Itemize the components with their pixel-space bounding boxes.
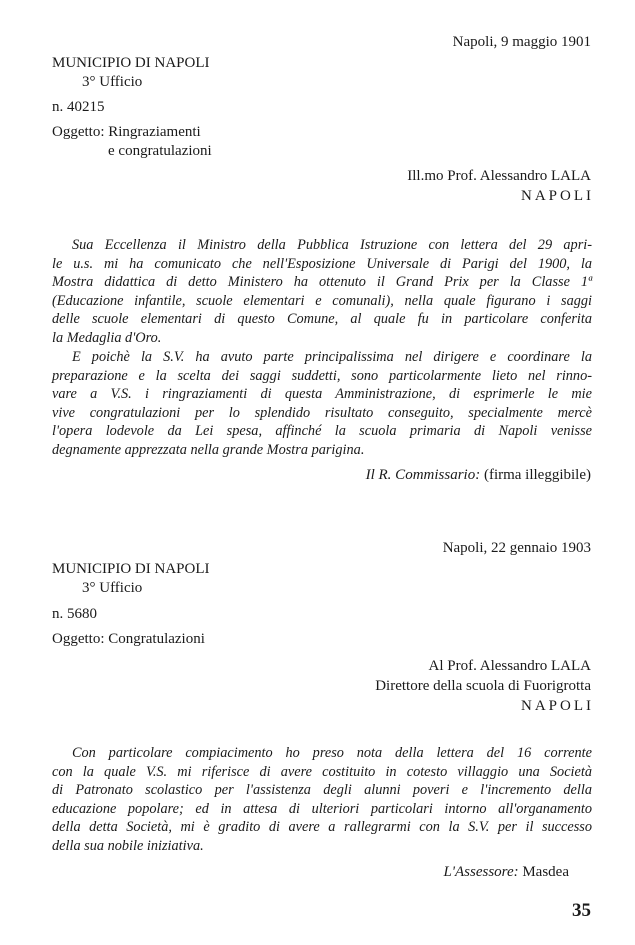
signature-name: Masdea [522,864,569,880]
letter1-recipient: Ill.mo Prof. Alessandro LALA [407,168,591,184]
letter1-number: n. 40215 [52,99,105,115]
text-line: delle scuole elementari di questo Comune, al quale fu in particolare conferita [52,311,592,328]
signature-title: L'Assessore: [443,864,519,880]
letter1-signature [366,466,591,484]
letter1-recipient-city: NAPOLI [521,188,594,204]
letter2-recipient-line2: Direttore della scuola di Fuorigrotta [375,678,591,694]
letter1-issuer: MUNICIPIO DI NAPOLI [52,55,210,71]
page-number: 35 [572,900,591,921]
text-line: Mostra didattica di detto Ministero ha ottenuto il Grand Prix per la Classe 1ª [52,274,592,291]
letter2-date: Napoli, 22 gennaio 1903 [442,540,591,556]
text-line: degnamente apprezzata nella grande Mostra parigina. [52,441,365,458]
subject-line1: Congratulazioni [108,631,205,647]
letter2-recipient: Al Prof. Alessandro LALA [428,658,591,674]
letter2-paragraph1 [52,744,592,856]
letter2-subject [52,630,205,648]
letter1-subject [52,123,201,141]
letter1-office: 3° Ufficio [82,74,143,90]
text-line: Con particolare compiacimento ho preso nota della lettera del 16 corrente [72,745,592,761]
signature-title: Il R. Commissario: [365,467,481,483]
letter2-recipient-city: NAPOLI [521,698,594,714]
letter1-paragraph2 [52,348,592,460]
letter2-office: 3° Ufficio [82,580,143,596]
text-line: della sua nobile iniziativa. [52,837,204,854]
text-line: di Patronato scolastico per l'assistenza degli alunni poveri e l'incremento della [52,782,592,799]
text-line: l'opera lodevole da Lei spesa, affinché la scuola primaria di Napoli venisse [52,423,592,440]
letter2-signature [443,863,569,881]
text-line: vive congratulazioni per lo splendido risultato conseguito, specialmente mercè [52,404,592,421]
subject-label: Oggetto: [52,631,105,647]
subject-line1: Ringraziamenti [108,124,201,140]
text-line: la Medaglia d'Oro. [52,329,162,346]
letter1-date: Napoli, 9 maggio 1901 [452,34,591,50]
letter2-number: n. 5680 [52,606,97,622]
text-line: E poichè la S.V. ha avuto parte principalissima nel dirigere e coordinare la [72,349,592,365]
text-line: (Educazione infantile, scuole elementari e comunali), nella quale figurano i saggi [52,292,592,309]
text-line: vare a V.S. i ringraziamenti di questa Amministrazione, di esprimerle le mie [52,386,592,403]
text-line: Sua Eccellenza il Ministro della Pubblica Istruzione con lettera del 29 apri- [72,237,592,253]
text-line: della detta Società, mi è gradito di avere a rallegrarmi con la S.V. per il successo [52,819,592,836]
text-line: le u.s. mi ha comunicato che nell'Esposizione Universale di Parigi del 1900, la [52,255,592,272]
letter1-paragraph1 [52,236,592,348]
text-line: educazione popolare; ed in attesa di ulteriori particolari intorno all'organamento [52,800,592,817]
text-line: con la quale V.S. mi riferisce di avere costituito in cotesto villaggio una Società [52,763,592,780]
letter2-issuer: MUNICIPIO DI NAPOLI [52,561,210,577]
text-line: preparazione e la scelta dei saggi suddetti, sono particolarmente lieto nel rinno- [52,367,592,384]
signature-name: (firma illeggibile) [483,467,591,483]
subject-label: Oggetto: [52,124,105,140]
letter1-subject-line2: e congratulazioni [108,143,212,159]
